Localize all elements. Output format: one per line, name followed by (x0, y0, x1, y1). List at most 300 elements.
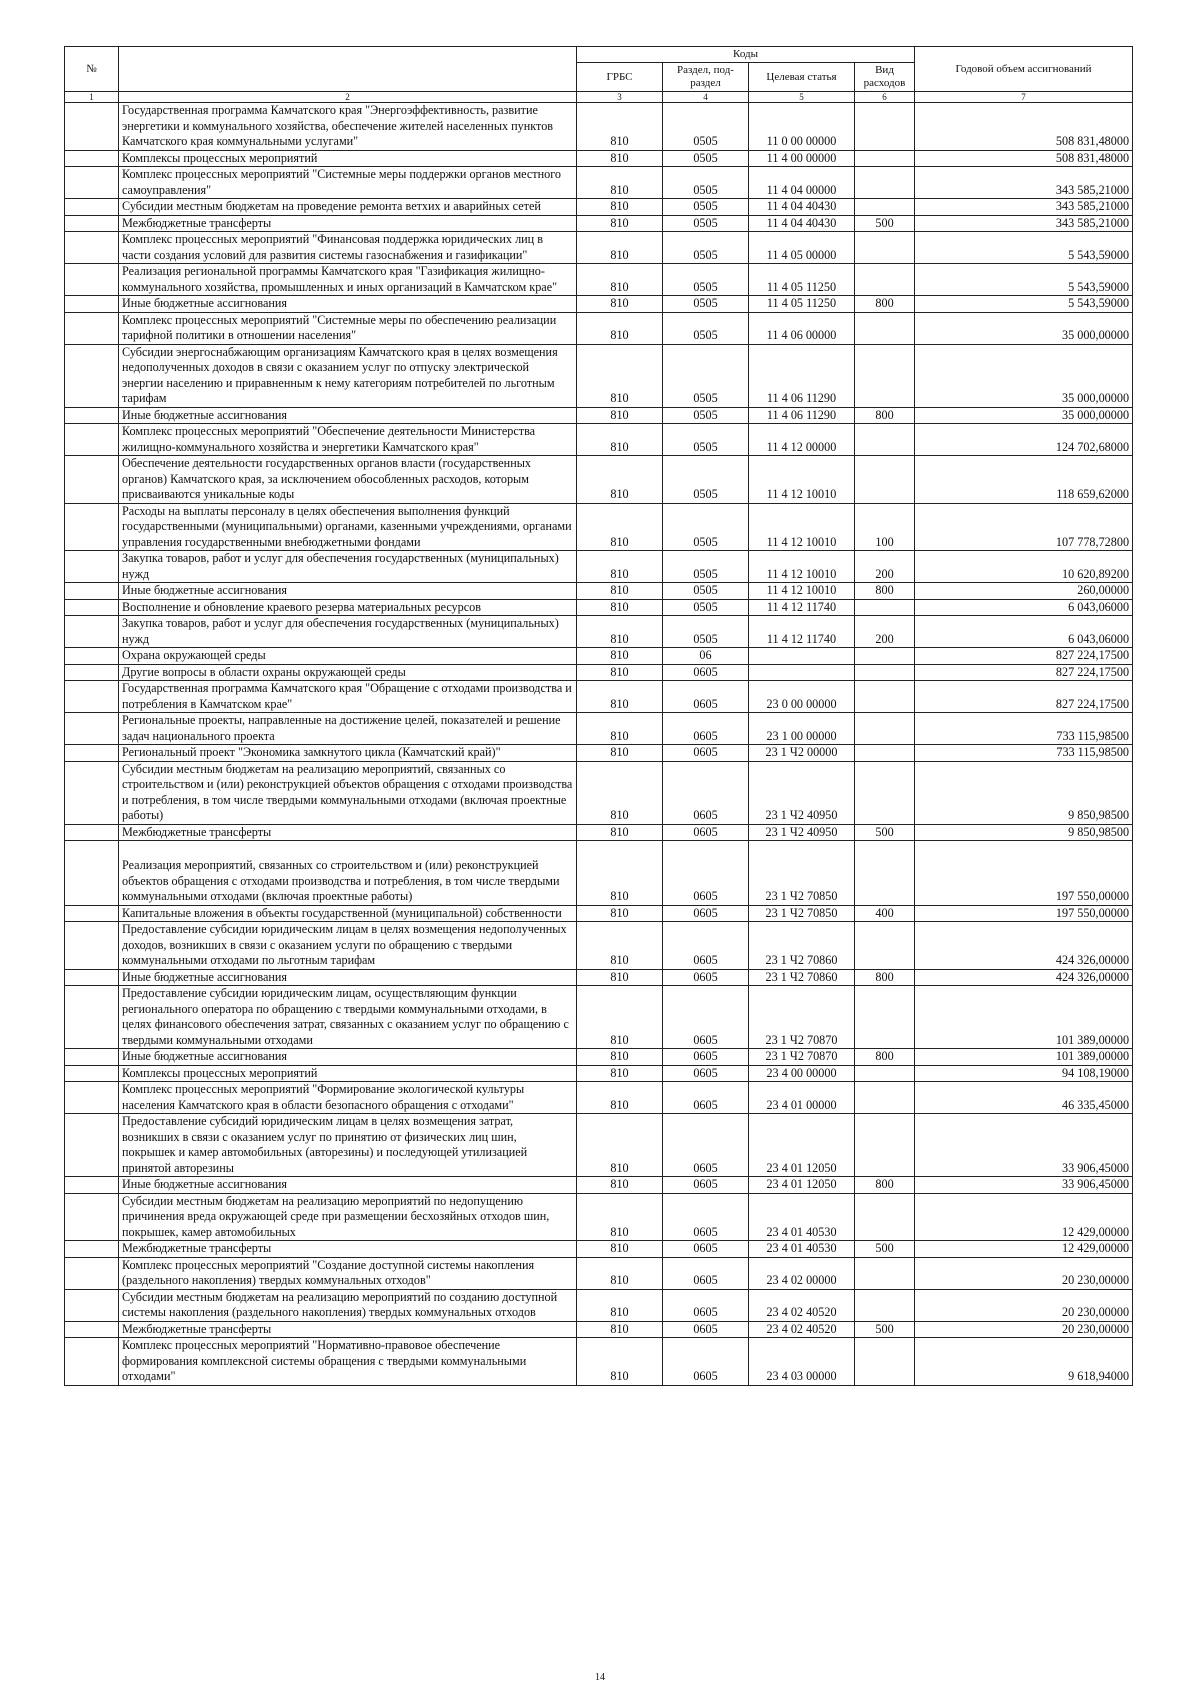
expense-name: Капитальные вложения в объекты государственной (муниципальной) собственности (119, 905, 577, 922)
target-item-code: 11 4 04 40430 (749, 215, 855, 232)
page-number: 14 (595, 1672, 605, 1683)
expense-type-code (855, 103, 915, 151)
grbs-code: 810 (577, 1114, 663, 1177)
expense-type-code (855, 264, 915, 296)
expense-name: Иные бюджетные ассигнования (119, 1177, 577, 1194)
table-row (65, 1289, 1133, 1321)
annual-amount: 20 230,00000 (915, 1321, 1133, 1338)
table-row (65, 1193, 1133, 1241)
budget-sheet (64, 46, 1132, 1386)
expense-type-code (855, 1289, 915, 1321)
table-row (65, 215, 1133, 232)
annual-amount: 733 115,98500 (915, 713, 1133, 745)
row-number (65, 1321, 119, 1338)
target-item-code: 23 1 Ч2 70870 (749, 986, 855, 1049)
target-item-code: 23 1 Ч2 70850 (749, 841, 855, 906)
header-name (119, 47, 577, 92)
target-item-code: 11 4 12 10010 (749, 456, 855, 504)
expense-type-code (855, 150, 915, 167)
target-item-code: 11 4 06 11290 (749, 344, 855, 407)
target-item-code: 23 4 03 00000 (749, 1338, 855, 1386)
table-row (65, 745, 1133, 762)
expense-type-code (855, 648, 915, 665)
section-code: 0605 (663, 761, 749, 824)
row-number (65, 713, 119, 745)
annual-amount: 343 585,21000 (915, 199, 1133, 216)
expense-name: Государственная программа Камчатского края "Энергоэффективность, развитие энергетики и коммунального хозяйства, обеспечение жителей населенных пунктов Камчатского края коммунальными услугами" (119, 103, 577, 151)
section-code: 0605 (663, 969, 749, 986)
table-row (65, 1241, 1133, 1258)
target-item-code: 11 4 04 40430 (749, 199, 855, 216)
expense-type-code: 500 (855, 1321, 915, 1338)
table-row (65, 616, 1133, 648)
table-row (65, 986, 1133, 1049)
row-number (65, 761, 119, 824)
grbs-code: 810 (577, 713, 663, 745)
target-item-code: 23 4 02 40520 (749, 1289, 855, 1321)
target-item-code: 11 4 06 11290 (749, 407, 855, 424)
expense-name: Комплексы процессных мероприятий (119, 150, 577, 167)
row-number (65, 167, 119, 199)
annual-amount: 733 115,98500 (915, 745, 1133, 762)
header-section: Раздел, под-раздел (663, 63, 749, 92)
table-row (65, 232, 1133, 264)
annual-amount: 9 850,98500 (915, 761, 1133, 824)
table-row (65, 264, 1133, 296)
expense-name: Расходы на выплаты персоналу в целях обеспечения выполнения функций государственными (муниципальными) органами, казенными учреждениями, органами управления государственными внебюджетными фондами (119, 503, 577, 551)
expense-type-code (855, 599, 915, 616)
grbs-code: 810 (577, 1338, 663, 1386)
header-grbs: ГРБС (577, 63, 663, 92)
row-number (65, 648, 119, 665)
target-item-code: 23 1 Ч2 70870 (749, 1049, 855, 1066)
section-code: 0505 (663, 296, 749, 313)
grbs-code: 810 (577, 551, 663, 583)
annual-amount: 260,00000 (915, 583, 1133, 600)
expense-name: Комплекс процессных мероприятий "Формирование экологической культуры населения Камчатского края в области безопасного обращения с отходами" (119, 1082, 577, 1114)
grbs-code: 810 (577, 312, 663, 344)
target-item-code: 23 1 Ч2 00000 (749, 745, 855, 762)
annual-amount: 10 620,89200 (915, 551, 1133, 583)
expense-name: Реализация мероприятий, связанных со строительством и (или) реконструкцией объектов обращения с отходами производства и потребления, в том числе твердыми коммунальными отходами (включая проектные работы) (119, 841, 577, 906)
row-number (65, 583, 119, 600)
annual-amount: 101 389,00000 (915, 1049, 1133, 1066)
table-header (65, 47, 1133, 103)
expense-type-code: 800 (855, 583, 915, 600)
section-code: 0605 (663, 1241, 749, 1258)
row-number (65, 986, 119, 1049)
table-row (65, 761, 1133, 824)
row-number (65, 905, 119, 922)
section-code: 0605 (663, 745, 749, 762)
annual-amount: 424 326,00000 (915, 922, 1133, 970)
row-number (65, 1241, 119, 1258)
expense-type-code: 800 (855, 969, 915, 986)
target-item-code: 11 4 12 11740 (749, 599, 855, 616)
expense-name: Закупка товаров, работ и услуг для обеспечения государственных (муниципальных) нужд (119, 551, 577, 583)
row-number (65, 1114, 119, 1177)
table-row (65, 1065, 1133, 1082)
row-number (65, 1177, 119, 1194)
section-code: 0605 (663, 1082, 749, 1114)
target-item-code: 11 4 05 11250 (749, 264, 855, 296)
expense-type-code (855, 1065, 915, 1082)
expense-type-code: 800 (855, 1049, 915, 1066)
annual-amount: 508 831,48000 (915, 150, 1133, 167)
section-code: 0505 (663, 456, 749, 504)
expense-name: Субсидии энергоснабжающим организациям Камчатского края в целях возмещения недополученных доходов в связи с оказанием услуг по отпуску электрической энергии населению и приравненным к нему категориям потребителей по льготным тарифам (119, 344, 577, 407)
section-code: 0605 (663, 1257, 749, 1289)
annual-amount: 9 618,94000 (915, 1338, 1133, 1386)
target-item-code: 11 4 00 00000 (749, 150, 855, 167)
target-item-code: 23 4 02 00000 (749, 1257, 855, 1289)
expense-type-code (855, 456, 915, 504)
target-item-code: 11 4 05 11250 (749, 296, 855, 313)
table-body (65, 103, 1133, 1386)
expense-name: Субсидии местным бюджетам на реализацию мероприятий, связанных со строительством и (или) реконструкцией объектов обращения с отходами производства и потребления, в том числе твердыми коммунальными отходами (включая проектные работы) (119, 761, 577, 824)
table-row (65, 583, 1133, 600)
expense-name: Комплекс процессных мероприятий "Создание доступной системы накопления (раздельного накопления) твердых коммунальных отходов" (119, 1257, 577, 1289)
grbs-code: 810 (577, 424, 663, 456)
section-code: 0605 (663, 1193, 749, 1241)
section-code: 0505 (663, 103, 749, 151)
row-number (65, 103, 119, 151)
row-number (65, 824, 119, 841)
section-code: 0605 (663, 841, 749, 906)
row-number (65, 1049, 119, 1066)
row-number (65, 312, 119, 344)
annual-amount: 35 000,00000 (915, 344, 1133, 407)
expense-type-code (855, 1257, 915, 1289)
table-row (65, 1338, 1133, 1386)
grbs-code: 810 (577, 407, 663, 424)
grbs-code: 810 (577, 1065, 663, 1082)
grbs-code: 810 (577, 1289, 663, 1321)
header-target-item: Целевая статья (749, 63, 855, 92)
expense-type-code (855, 922, 915, 970)
target-item-code: 11 4 04 00000 (749, 167, 855, 199)
row-number (65, 1257, 119, 1289)
expense-name: Региональные проекты, направленные на достижение целей, показателей и решение задач национального проекта (119, 713, 577, 745)
table-row (65, 1321, 1133, 1338)
table-row (65, 312, 1133, 344)
section-code: 0605 (663, 1289, 749, 1321)
section-code: 0605 (663, 1338, 749, 1386)
expense-name: Реализация региональной программы Камчатского края "Газификация жилищно-коммунального хозяйства, промышленных и иных организаций в Камчатском крае" (119, 264, 577, 296)
target-item-code: 23 1 Ч2 40950 (749, 761, 855, 824)
grbs-code: 810 (577, 648, 663, 665)
expense-type-code (855, 232, 915, 264)
annual-amount: 20 230,00000 (915, 1257, 1133, 1289)
annual-amount: 33 906,45000 (915, 1114, 1133, 1177)
section-code: 0505 (663, 344, 749, 407)
expense-name: Иные бюджетные ассигнования (119, 296, 577, 313)
table-row (65, 424, 1133, 456)
annual-amount: 118 659,62000 (915, 456, 1133, 504)
expense-name: Субсидии местным бюджетам на проведение ремонта ветхих и аварийных сетей (119, 199, 577, 216)
grbs-code: 810 (577, 616, 663, 648)
table-row (65, 199, 1133, 216)
target-item-code: 11 4 12 10010 (749, 551, 855, 583)
annual-amount: 5 543,59000 (915, 264, 1133, 296)
section-code: 0505 (663, 551, 749, 583)
row-number (65, 969, 119, 986)
expense-name: Обеспечение деятельности государственных органов власти (государственных органов) Камчатского края, за исключением обособленных расходов, которым присваиваются уникальные коды (119, 456, 577, 504)
grbs-code: 810 (577, 199, 663, 216)
annual-amount: 5 543,59000 (915, 296, 1133, 313)
expense-name: Иные бюджетные ассигнования (119, 407, 577, 424)
header-num: № (65, 47, 119, 92)
grbs-code: 810 (577, 841, 663, 906)
annual-amount: 9 850,98500 (915, 824, 1133, 841)
table-row (65, 648, 1133, 665)
table-row (65, 969, 1133, 986)
row-number (65, 599, 119, 616)
header-annual-volume: Годовой объем ассигнований (915, 47, 1133, 92)
expense-name: Комплекс процессных мероприятий "Нормативно-правовое обеспечение формирования комплексной системы обращения с твердыми коммунальными отходами" (119, 1338, 577, 1386)
annual-amount: 5 543,59000 (915, 232, 1133, 264)
table-row (65, 1114, 1133, 1177)
annual-amount: 35 000,00000 (915, 312, 1133, 344)
section-code: 0605 (663, 905, 749, 922)
expense-name: Комплекс процессных мероприятий "Системные меры поддержки органов местного самоуправления" (119, 167, 577, 199)
expense-name: Восполнение и обновление краевого резерва материальных ресурсов (119, 599, 577, 616)
section-code: 0605 (663, 986, 749, 1049)
table-row (65, 407, 1133, 424)
section-code: 0605 (663, 1065, 749, 1082)
section-code: 0505 (663, 215, 749, 232)
section-code: 0505 (663, 616, 749, 648)
col-number-2: 2 (119, 92, 577, 103)
section-code: 0505 (663, 312, 749, 344)
expense-type-code (855, 344, 915, 407)
expense-name: Иные бюджетные ассигнования (119, 969, 577, 986)
grbs-code: 810 (577, 503, 663, 551)
table-row (65, 922, 1133, 970)
grbs-code: 810 (577, 1257, 663, 1289)
header-codes: Коды (577, 47, 915, 63)
expense-type-code (855, 986, 915, 1049)
col-number-7: 7 (915, 92, 1133, 103)
table-row (65, 551, 1133, 583)
row-number (65, 616, 119, 648)
expense-name: Закупка товаров, работ и услуг для обеспечения государственных (муниципальных) нужд (119, 616, 577, 648)
expense-type-code (855, 841, 915, 906)
expense-type-code: 400 (855, 905, 915, 922)
target-item-code: 23 4 01 12050 (749, 1114, 855, 1177)
table-row (65, 713, 1133, 745)
target-item-code: 11 4 12 00000 (749, 424, 855, 456)
expense-name: Межбюджетные трансферты (119, 1321, 577, 1338)
target-item-code: 23 1 00 00000 (749, 713, 855, 745)
row-number (65, 264, 119, 296)
annual-amount: 197 550,00000 (915, 905, 1133, 922)
row-number (65, 344, 119, 407)
target-item-code: 23 1 Ч2 70860 (749, 969, 855, 986)
annual-amount: 827 224,17500 (915, 681, 1133, 713)
grbs-code: 810 (577, 1082, 663, 1114)
expense-type-code: 200 (855, 551, 915, 583)
expense-name: Предоставление субсидий юридическим лицам в целях возмещения затрат, возникших в связи с оказанием услуг по принятию от физических лиц шин, покрышек и камер автомобильных (авторезины) и последующей утилизацией принятой авторезины (119, 1114, 577, 1177)
expense-name: Государственная программа Камчатского края "Обращение с отходами производства и потребления в Камчатском крае" (119, 681, 577, 713)
annual-amount: 12 429,00000 (915, 1241, 1133, 1258)
grbs-code: 810 (577, 905, 663, 922)
grbs-code: 810 (577, 761, 663, 824)
row-number (65, 1193, 119, 1241)
expense-type-code: 500 (855, 1241, 915, 1258)
row-number (65, 1289, 119, 1321)
col-number-3: 3 (577, 92, 663, 103)
expense-type-code: 200 (855, 616, 915, 648)
row-number (65, 150, 119, 167)
expense-type-code (855, 1193, 915, 1241)
annual-amount: 124 702,68000 (915, 424, 1133, 456)
target-item-code: 23 4 01 40530 (749, 1241, 855, 1258)
grbs-code: 810 (577, 264, 663, 296)
section-code: 0505 (663, 264, 749, 296)
grbs-code: 810 (577, 215, 663, 232)
table-row (65, 296, 1133, 313)
target-item-code: 23 4 01 12050 (749, 1177, 855, 1194)
target-item-code: 23 4 02 40520 (749, 1321, 855, 1338)
target-item-code: 11 4 12 10010 (749, 503, 855, 551)
section-code: 0505 (663, 599, 749, 616)
table-row (65, 905, 1133, 922)
row-number (65, 664, 119, 681)
table-row (65, 1049, 1133, 1066)
expense-type-code: 500 (855, 824, 915, 841)
grbs-code: 810 (577, 296, 663, 313)
annual-amount: 12 429,00000 (915, 1193, 1133, 1241)
table-row (65, 1257, 1133, 1289)
section-code: 0505 (663, 199, 749, 216)
table-row (65, 1177, 1133, 1194)
section-code: 06 (663, 648, 749, 665)
target-item-code: 23 1 Ч2 70850 (749, 905, 855, 922)
grbs-code: 810 (577, 1321, 663, 1338)
annual-amount: 94 108,19000 (915, 1065, 1133, 1082)
section-code: 0505 (663, 150, 749, 167)
annual-amount: 508 831,48000 (915, 103, 1133, 151)
annual-amount: 101 389,00000 (915, 986, 1133, 1049)
grbs-code: 810 (577, 745, 663, 762)
grbs-code: 810 (577, 583, 663, 600)
expense-type-code (855, 681, 915, 713)
expense-type-code (855, 745, 915, 762)
row-number (65, 296, 119, 313)
annual-amount: 343 585,21000 (915, 215, 1133, 232)
grbs-code: 810 (577, 986, 663, 1049)
section-code: 0505 (663, 167, 749, 199)
expense-name: Другие вопросы в области охраны окружающей среды (119, 664, 577, 681)
table-row (65, 824, 1133, 841)
expense-type-code (855, 1114, 915, 1177)
expense-type-code: 800 (855, 1177, 915, 1194)
section-code: 0605 (663, 1114, 749, 1177)
grbs-code: 810 (577, 681, 663, 713)
grbs-code: 810 (577, 922, 663, 970)
expense-type-code: 500 (855, 215, 915, 232)
expense-type-code (855, 664, 915, 681)
section-code: 0505 (663, 232, 749, 264)
target-item-code: 11 4 05 00000 (749, 232, 855, 264)
header-expense-type: Вид расходов (855, 63, 915, 92)
row-number (65, 841, 119, 906)
table-row (65, 664, 1133, 681)
expense-name: Межбюджетные трансферты (119, 215, 577, 232)
budget-table (64, 46, 1133, 1386)
target-item-code: 23 1 Ч2 40950 (749, 824, 855, 841)
table-row (65, 599, 1133, 616)
row-number (65, 745, 119, 762)
row-number (65, 551, 119, 583)
section-code: 0505 (663, 503, 749, 551)
table-row (65, 1082, 1133, 1114)
annual-amount: 20 230,00000 (915, 1289, 1133, 1321)
expense-type-code: 800 (855, 407, 915, 424)
expense-name: Комплексы процессных мероприятий (119, 1065, 577, 1082)
grbs-code: 810 (577, 1177, 663, 1194)
annual-amount: 197 550,00000 (915, 841, 1133, 906)
col-number-4: 4 (663, 92, 749, 103)
grbs-code: 810 (577, 969, 663, 986)
expense-name: Межбюджетные трансферты (119, 824, 577, 841)
expense-name: Комплекс процессных мероприятий "Обеспечение деятельности Министерства жилищно-коммунального хозяйства и энергетики Камчатского края" (119, 424, 577, 456)
annual-amount: 6 043,06000 (915, 616, 1133, 648)
row-number (65, 1338, 119, 1386)
section-code: 0505 (663, 583, 749, 600)
grbs-code: 810 (577, 344, 663, 407)
expense-name: Иные бюджетные ассигнования (119, 1049, 577, 1066)
target-item-code: 23 4 01 40530 (749, 1193, 855, 1241)
expense-name: Субсидии местным бюджетам на реализацию мероприятий по созданию доступной системы накопления (раздельного накопления) твердых коммунальных отходов (119, 1289, 577, 1321)
expense-type-code (855, 167, 915, 199)
grbs-code: 810 (577, 103, 663, 151)
col-number-6: 6 (855, 92, 915, 103)
expense-name: Комплекс процессных мероприятий "Системные меры по обеспечению реализации тарифной политики в отношении населения" (119, 312, 577, 344)
target-item-code: 11 4 12 10010 (749, 583, 855, 600)
annual-amount: 827 224,17500 (915, 648, 1133, 665)
section-code: 0505 (663, 407, 749, 424)
section-code: 0605 (663, 713, 749, 745)
target-item-code: 23 0 00 00000 (749, 681, 855, 713)
table-row (65, 503, 1133, 551)
annual-amount: 33 906,45000 (915, 1177, 1133, 1194)
table-row (65, 681, 1133, 713)
section-code: 0605 (663, 681, 749, 713)
expense-type-code (855, 761, 915, 824)
expense-type-code: 800 (855, 296, 915, 313)
expense-name: Субсидии местным бюджетам на реализацию мероприятий по недопущению причинения вреда окружающей среде при размещении бесхозяйных отходов шин, покрышек, камер автомобильных (119, 1193, 577, 1241)
expense-type-code (855, 713, 915, 745)
grbs-code: 810 (577, 150, 663, 167)
annual-amount: 343 585,21000 (915, 167, 1133, 199)
grbs-code: 810 (577, 599, 663, 616)
section-code: 0605 (663, 824, 749, 841)
table-row (65, 150, 1133, 167)
expense-name: Предоставление субсидии юридическим лицам, осуществляющим функции регионального оператора по обращению с твердыми коммунальными отходами, в целях финансового обеспечения затрат, связанных с оказанием услуг по обращению с твердыми коммунальными отходами (119, 986, 577, 1049)
table-row (65, 344, 1133, 407)
section-code: 0605 (663, 1049, 749, 1066)
section-code: 0605 (663, 922, 749, 970)
row-number (65, 1065, 119, 1082)
annual-amount: 6 043,06000 (915, 599, 1133, 616)
row-number (65, 407, 119, 424)
annual-amount: 424 326,00000 (915, 969, 1133, 986)
row-number (65, 1082, 119, 1114)
col-number-5: 5 (749, 92, 855, 103)
target-item-code: 23 4 01 00000 (749, 1082, 855, 1114)
